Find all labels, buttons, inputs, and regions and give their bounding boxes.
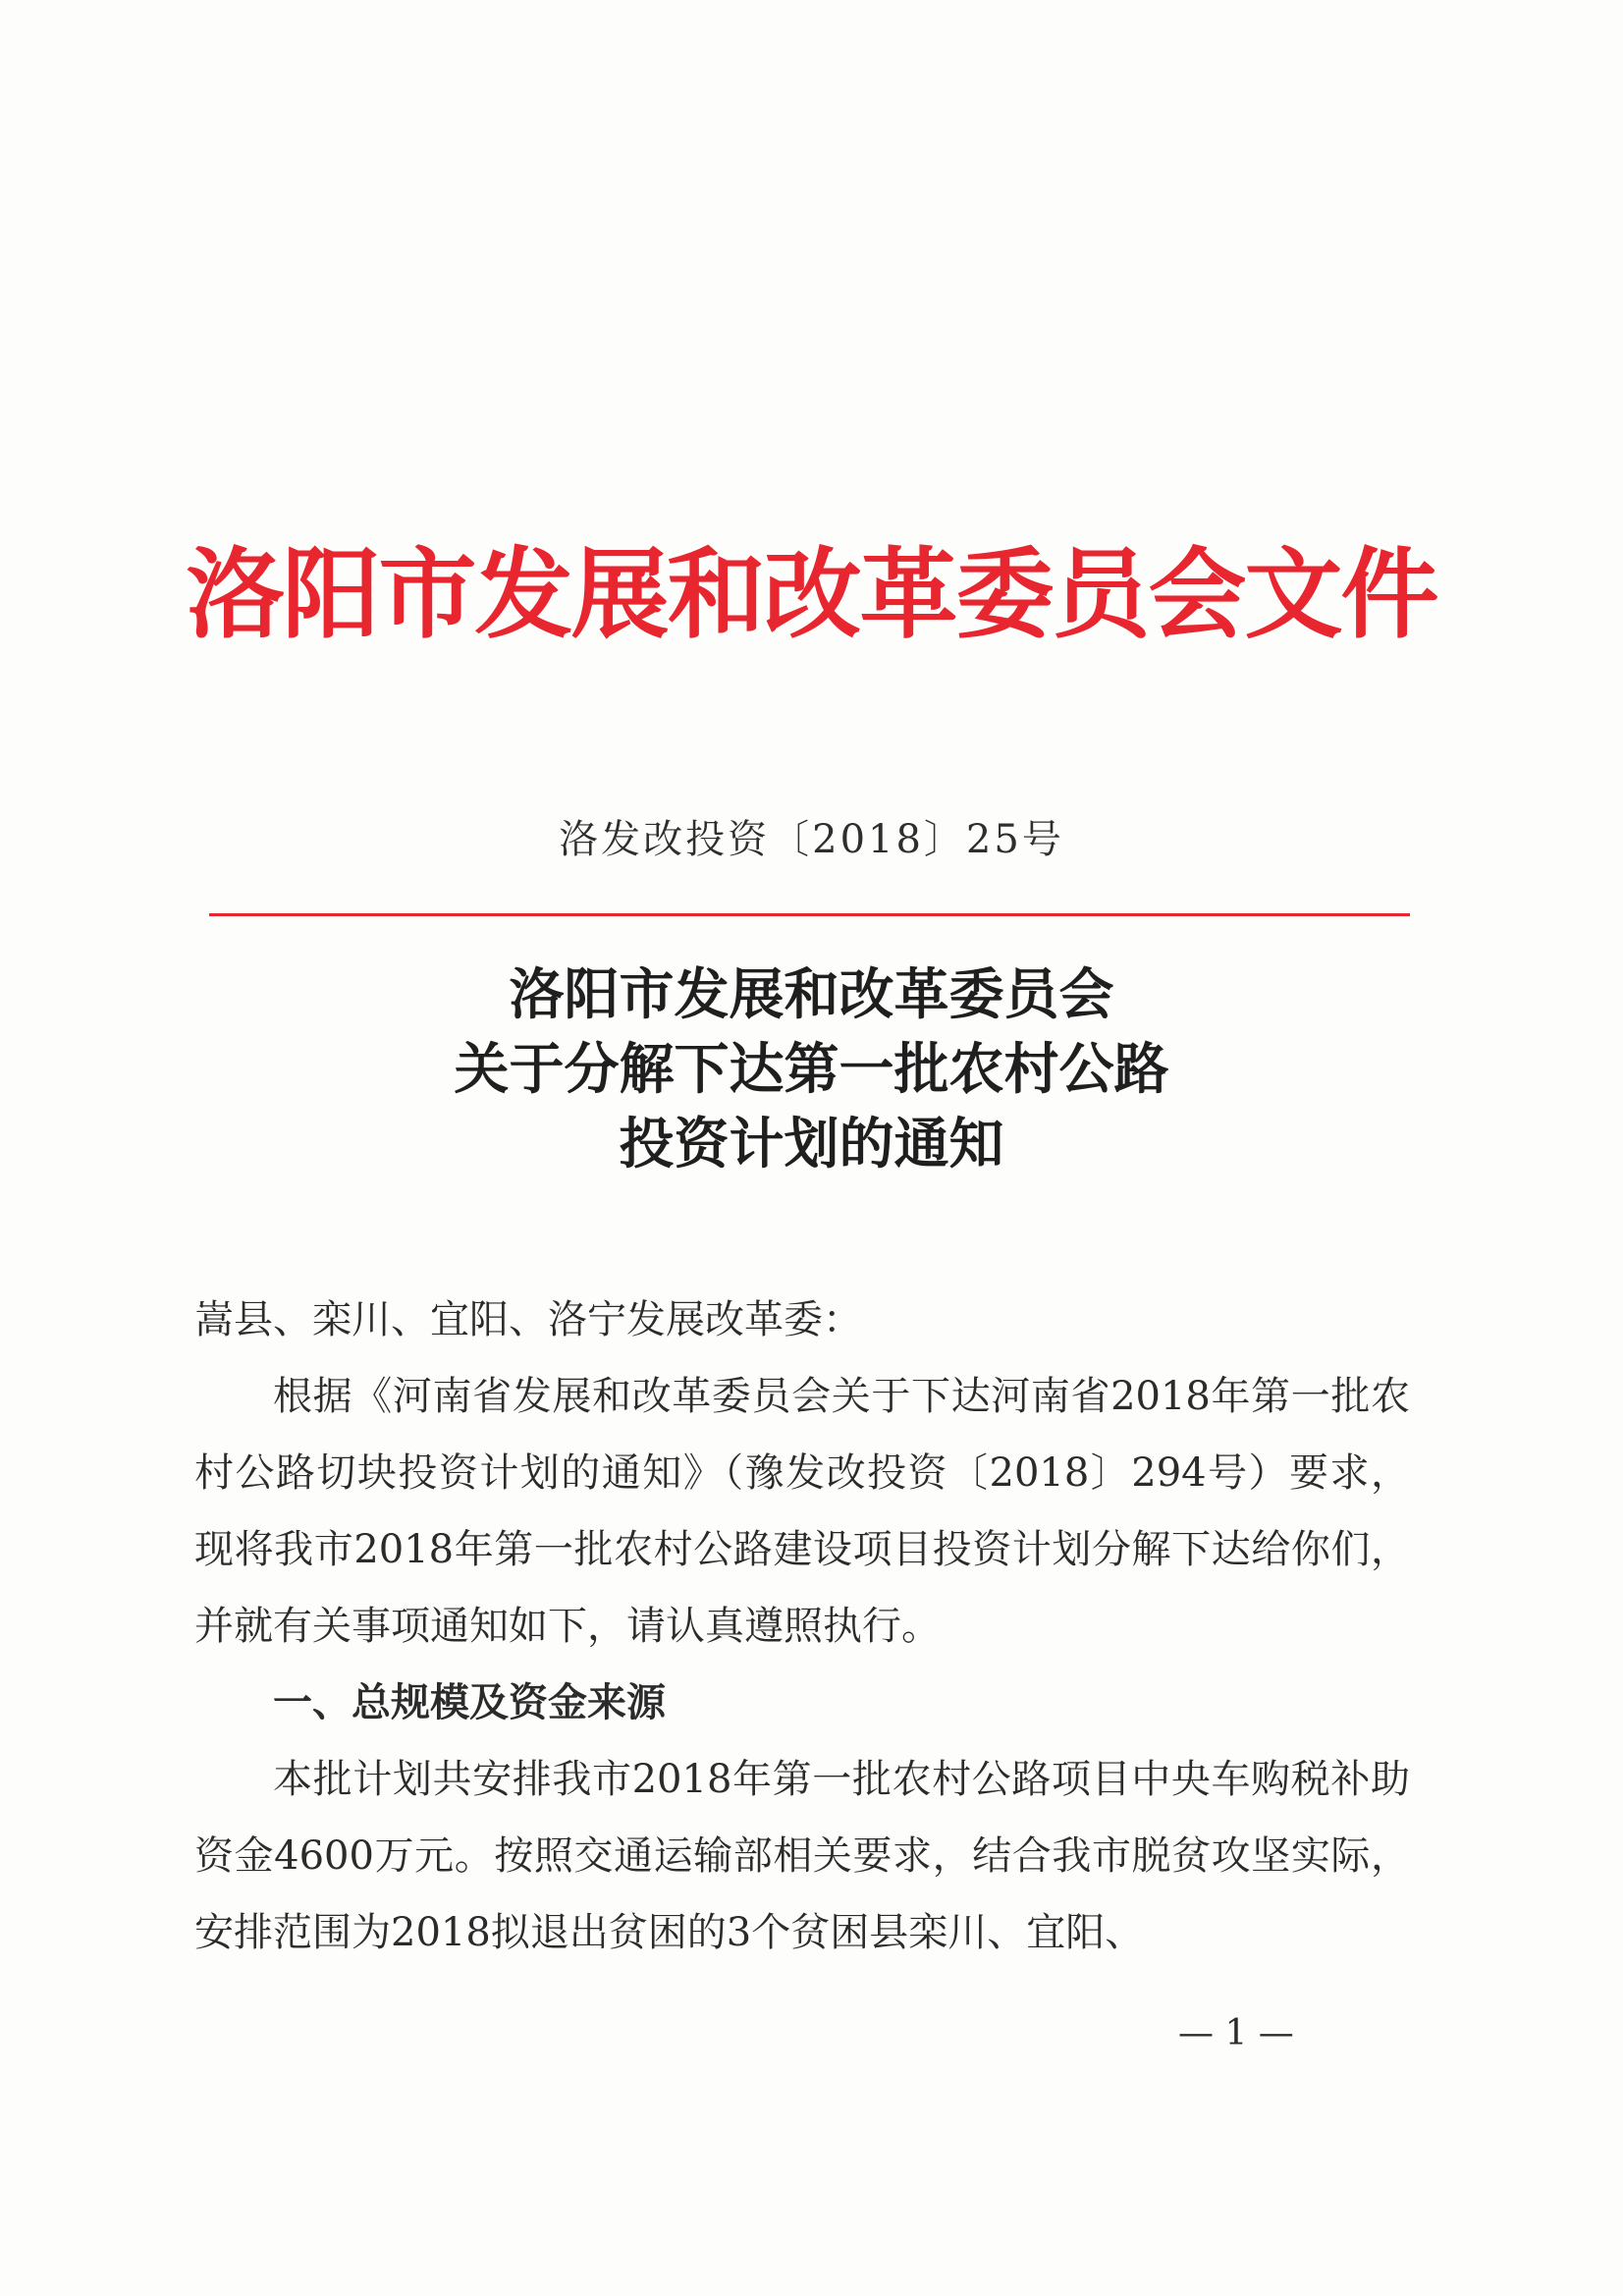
issuer-header-title: 洛阳市发展和改革委员会文件	[186, 536, 1437, 652]
section-heading-1: 一、总规模及资金来源	[273, 1680, 666, 1725]
document-title-line-2: 关于分解下达第一批农村公路	[454, 1037, 1169, 1102]
body-paragraph-2: 本批计划共安排我市2018年第一批农村公路项目中央车购税补助资金4600万元。按照交通运输部相关要求，结合我市脱贫攻坚实际，安排范围为2018拟退出贫困的3个贫困县栾川、宜阳、	[194, 1757, 1410, 1955]
document-title-line-1: 洛阳市发展和改革委员会	[509, 962, 1114, 1027]
document-number: 洛发改投资〔2018〕25号	[559, 817, 1064, 862]
document-title-line-3: 投资计划的通知	[619, 1112, 1004, 1176]
recipient-line: 嵩县、栾川、宜阳、洛宁发展改革委：	[194, 1297, 862, 1342]
page-number: — 1 —	[1178, 2013, 1294, 2053]
document-title	[0, 957, 1623, 1181]
red-divider-line	[209, 913, 1410, 916]
body-paragraph-1: 根据《河南省发展和改革委员会关于下达河南省2018年第一批农村公路切块投资计划的通知》（豫发改投资〔2018〕294号）要求，现将我市2018年第一批农村公路建设项目投资计划分解下达给你们，并就有关事项通知如下，请认真遵照执行。	[194, 1374, 1410, 1649]
